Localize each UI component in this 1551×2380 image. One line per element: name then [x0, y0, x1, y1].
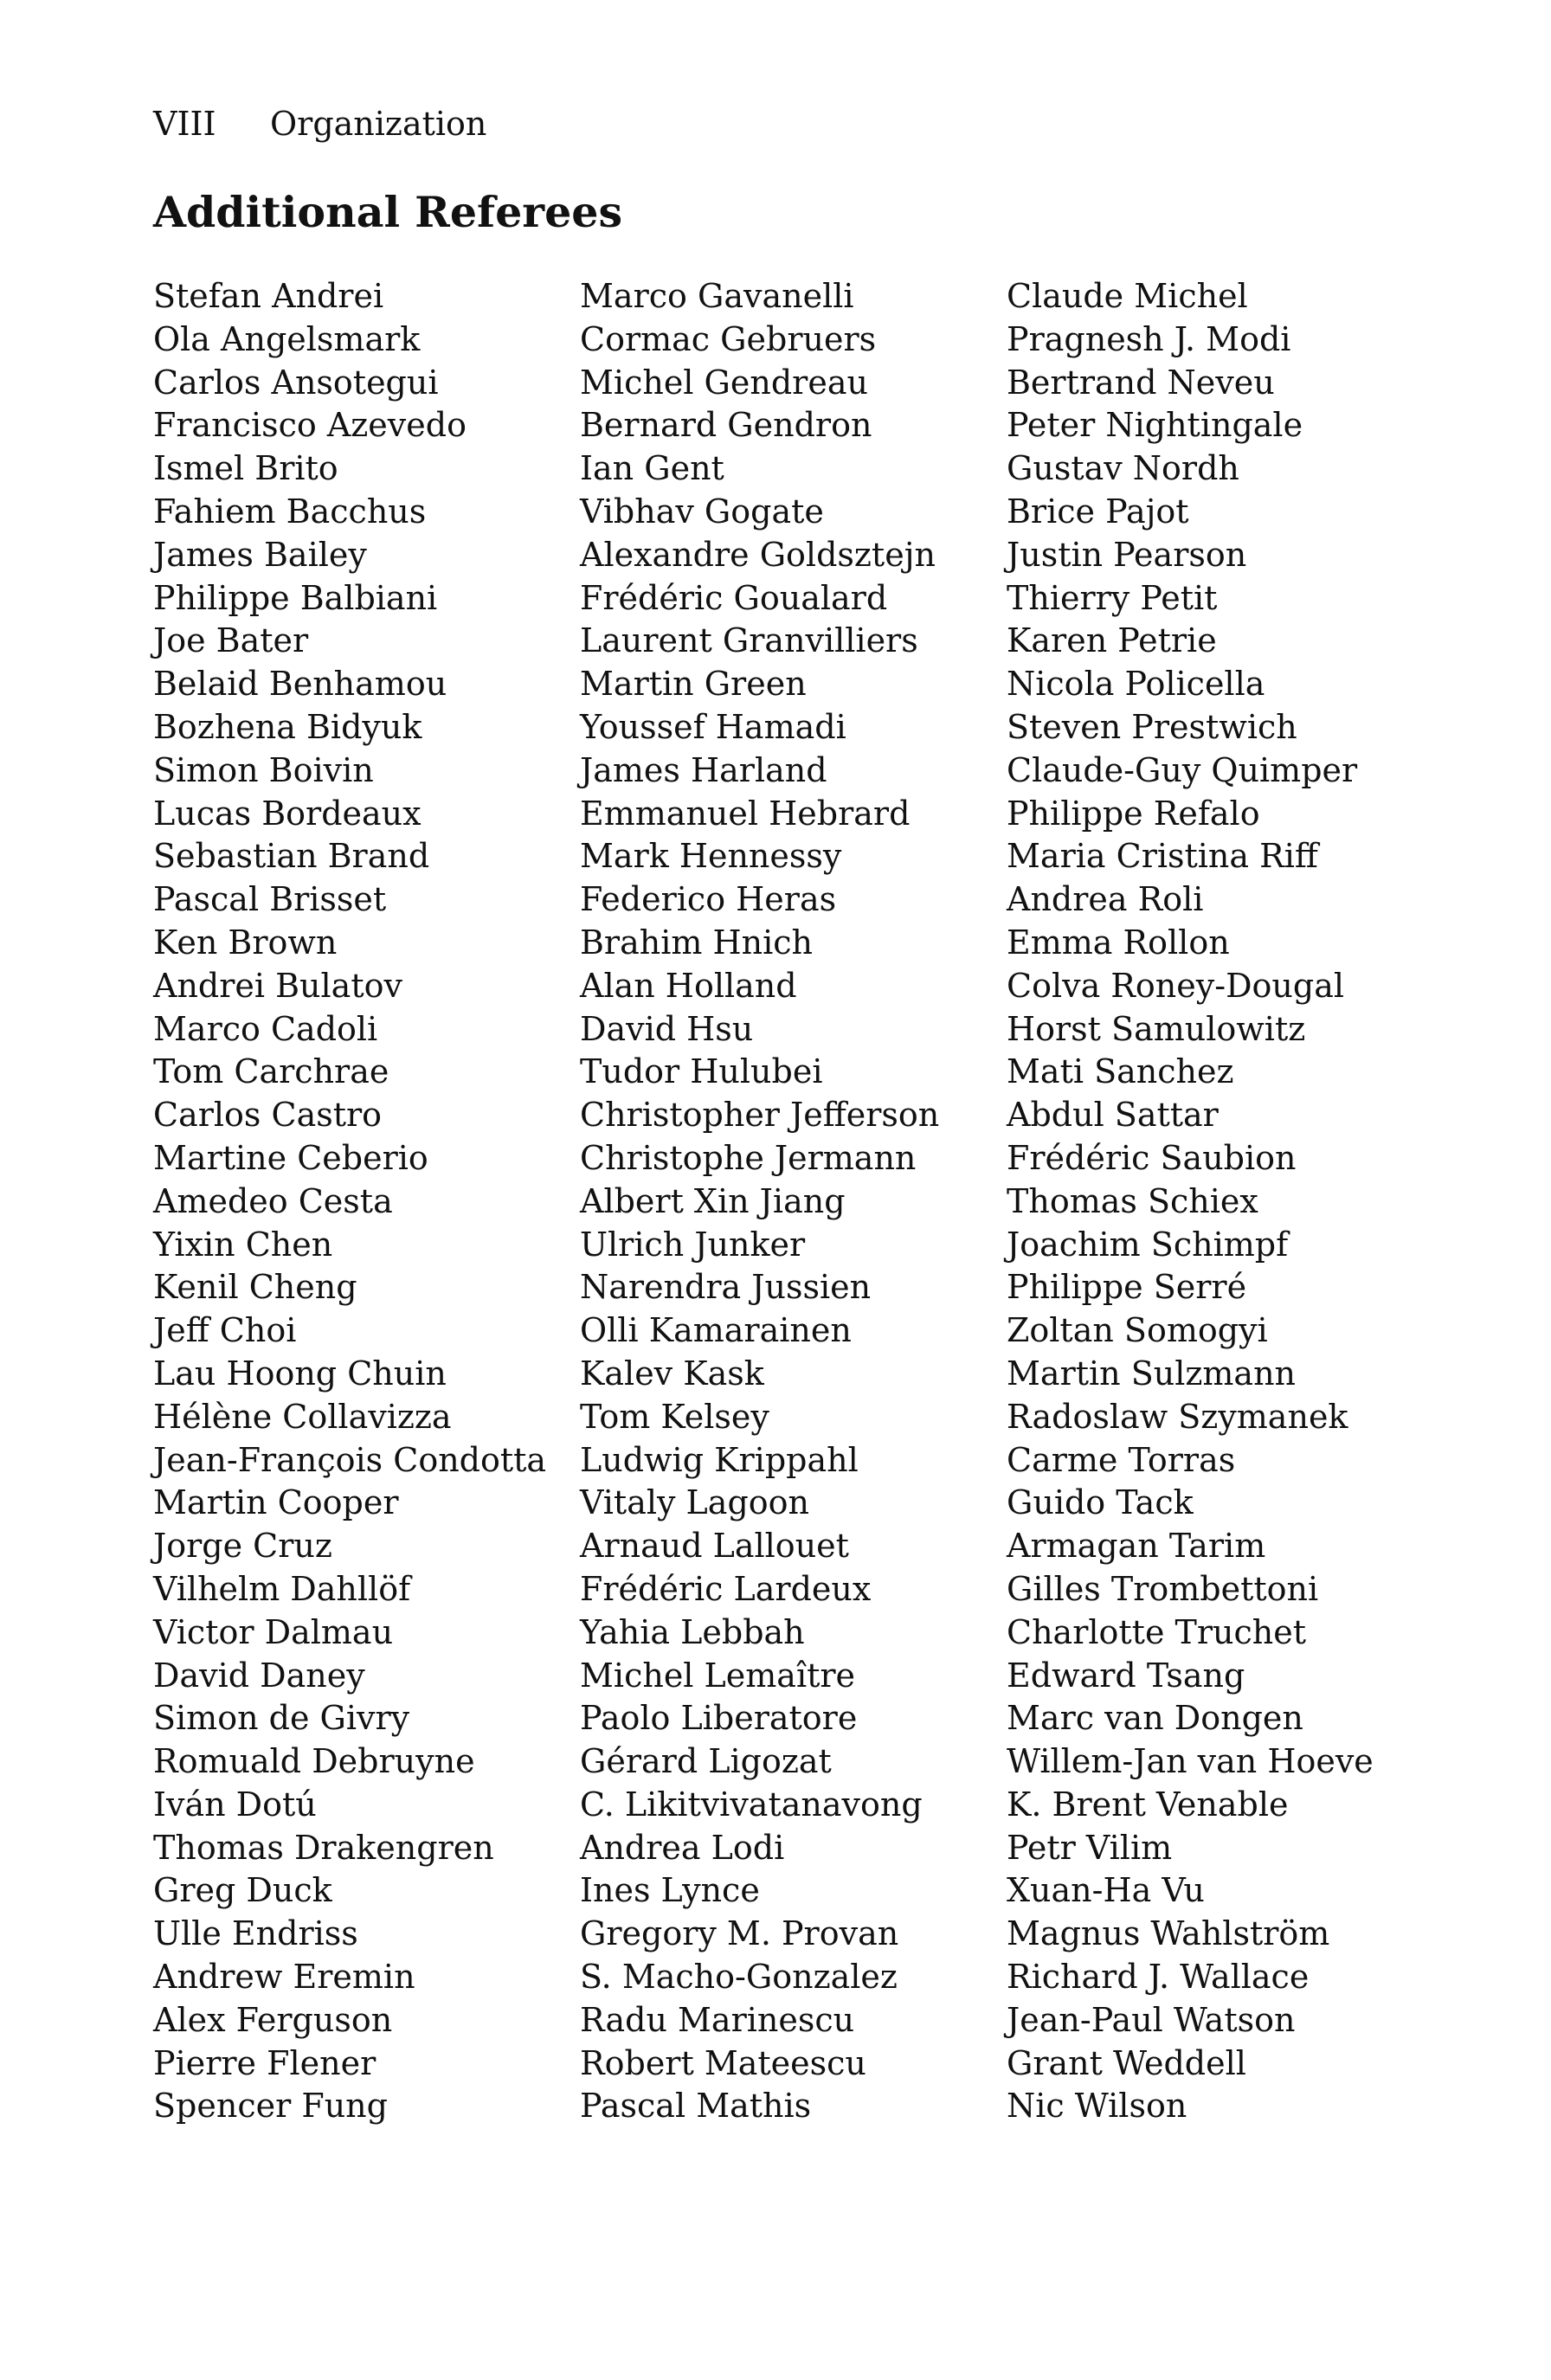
referee-name: Horst Samulowitz	[1007, 1009, 1306, 1048]
referee-name: Marco Cadoli	[153, 1009, 378, 1048]
referee-name: Nicola Policella	[1007, 665, 1265, 704]
referee-name: Philippe Serré	[1007, 1268, 1247, 1307]
referee-name: Bozhena Bidyuk	[153, 707, 422, 746]
referee-name: S. Macho-Gonzalez	[580, 1958, 898, 1997]
referee-name: Kalev Kask	[580, 1354, 764, 1393]
referee-name: Arnaud Lallouet	[580, 1527, 849, 1566]
referee-name: Iván Dotú	[153, 1785, 317, 1824]
referee-name: Kenil Cheng	[153, 1268, 357, 1307]
referee-name: Andrea Lodi	[580, 1828, 785, 1867]
referee-name: Magnus Wahlström	[1007, 1914, 1330, 1953]
referee-name: Jeff Choi	[153, 1311, 297, 1350]
referee-name: Lau Hoong Chuin	[153, 1354, 447, 1393]
referee-name: Hélène Collavizza	[153, 1397, 452, 1436]
referee-name: Armagan Tarim	[1007, 1527, 1266, 1566]
referee-name: Michel Gendreau	[580, 363, 868, 402]
referee-name: Laurent Granvilliers	[580, 621, 918, 660]
referee-name: Radu Marinescu	[580, 2000, 855, 2039]
referee-name: Maria Cristina Riff	[1007, 837, 1318, 876]
referee-name: Thomas Schiex	[1007, 1181, 1258, 1220]
referee-name: Francisco Azevedo	[153, 406, 467, 445]
referee-name: Amedeo Cesta	[153, 1181, 393, 1220]
referee-name: Ulle Endriss	[153, 1914, 358, 1953]
referee-name: Peter Nightingale	[1007, 406, 1303, 445]
referee-name: Abdul Sattar	[1007, 1096, 1219, 1135]
referee-name: Petr Vilim	[1007, 1828, 1173, 1867]
referee-name: Vitaly Lagoon	[580, 1483, 809, 1522]
referee-name: Spencer Fung	[153, 2087, 388, 2126]
referee-name: Andrea Roli	[1007, 880, 1204, 919]
referee-name: Frédéric Lardeux	[580, 1569, 872, 1608]
referee-column-2	[580, 275, 939, 2128]
referee-name: Lucas Bordeaux	[153, 794, 422, 833]
section-title: Additional Referees	[153, 187, 623, 237]
referee-name: Yixin Chen	[153, 1225, 333, 1264]
referee-name: Philippe Refalo	[1007, 794, 1260, 833]
referee-name: Pascal Brisset	[153, 880, 387, 919]
referee-name: Albert Xin Jiang	[580, 1181, 846, 1220]
referee-name: Joe Bater	[153, 621, 309, 660]
referee-name: Brice Pajot	[1007, 492, 1189, 531]
referee-name: Ludwig Krippahl	[580, 1440, 859, 1479]
referee-name: Ola Angelsmark	[153, 319, 421, 358]
referee-name: Christophe Jermann	[580, 1138, 917, 1177]
referee-name: Martin Green	[580, 665, 807, 704]
referee-name: Martin Cooper	[153, 1483, 399, 1522]
referee-name: Ulrich Junker	[580, 1225, 806, 1264]
referee-name: Stefan Andrei	[153, 277, 384, 315]
referee-name: Mati Sanchez	[1007, 1052, 1234, 1091]
referee-name: Olli Kamarainen	[580, 1311, 852, 1350]
referee-name: Gérard Ligozat	[580, 1742, 832, 1781]
referee-name: Xuan-Ha Vu	[1007, 1871, 1205, 1910]
referee-name: Gustav Nordh	[1007, 449, 1239, 488]
running-header	[153, 102, 486, 145]
referee-name: Ismel Brito	[153, 449, 338, 488]
referee-name: Brahim Hnich	[580, 923, 814, 962]
referee-name: Tom Carchrae	[153, 1052, 389, 1091]
referee-name: Willem-Jan van Hoeve	[1007, 1742, 1374, 1781]
referee-name: Pragnesh J. Modi	[1007, 319, 1291, 358]
referee-name: Radoslaw Szymanek	[1007, 1397, 1348, 1436]
referee-column-1	[153, 275, 546, 2128]
referee-name: Zoltan Somogyi	[1007, 1311, 1268, 1350]
referee-name: Pascal Mathis	[580, 2087, 812, 2126]
referee-name: Carlos Castro	[153, 1096, 383, 1135]
referee-name: K. Brent Venable	[1007, 1785, 1289, 1824]
running-title: Organization	[270, 105, 487, 143]
referee-name: Ian Gent	[580, 449, 724, 488]
referee-name: Joachim Schimpf	[1007, 1225, 1289, 1264]
referee-name: Thomas Drakengren	[153, 1828, 494, 1867]
referee-name: Carme Torras	[1007, 1440, 1236, 1479]
referee-name: Cormac Gebruers	[580, 319, 877, 358]
referee-name: Tom Kelsey	[580, 1397, 769, 1436]
referee-name: Marco Gavanelli	[580, 277, 854, 315]
referee-name: Carlos Ansotegui	[153, 363, 439, 402]
referee-name: Tudor Hulubei	[580, 1052, 823, 1091]
referee-name: Charlotte Truchet	[1007, 1612, 1307, 1651]
referee-name: Guido Tack	[1007, 1483, 1194, 1522]
referee-name: Narendra Jussien	[580, 1268, 872, 1307]
referee-name: Philippe Balbiani	[153, 578, 438, 617]
referee-name: Paolo Liberatore	[580, 1699, 858, 1738]
referee-name: Alex Ferguson	[153, 2000, 393, 2039]
referee-name: Bertrand Neveu	[1007, 363, 1275, 402]
referee-name: Romuald Debruyne	[153, 1742, 475, 1781]
referee-name: Karen Petrie	[1007, 621, 1217, 660]
referee-name: Jean-Paul Watson	[1007, 2000, 1296, 2039]
referee-columns	[153, 275, 1400, 2127]
referee-name: Youssef Hamadi	[580, 707, 846, 746]
referee-name: Victor Dalmau	[153, 1612, 394, 1651]
referee-name: Claude-Guy Quimper	[1007, 750, 1358, 789]
referee-name: Jean-François Condotta	[153, 1440, 547, 1479]
referee-name: Emma Rollon	[1007, 923, 1230, 962]
referee-name: David Hsu	[580, 1009, 754, 1048]
referee-name: Marc van Dongen	[1007, 1699, 1303, 1738]
referee-name: Robert Mateescu	[580, 2043, 866, 2082]
referee-name: Yahia Lebbah	[580, 1612, 805, 1651]
page-number: VIII	[153, 105, 216, 143]
referee-name: Federico Heras	[580, 880, 837, 919]
referee-name: Pierre Flener	[153, 2043, 376, 2082]
referee-column-3	[1007, 275, 1374, 2128]
referee-name: Belaid Benhamou	[153, 665, 447, 704]
referee-name: Andrew Eremin	[153, 1958, 415, 1997]
referee-name: Claude Michel	[1007, 277, 1248, 315]
referee-name: James Bailey	[153, 535, 367, 574]
referee-name: Emmanuel Hebrard	[580, 794, 911, 833]
referee-name: C. Likitvivatanavong	[580, 1785, 923, 1824]
referee-name: Martin Sulzmann	[1007, 1354, 1297, 1393]
referee-name: Gilles Trombettoni	[1007, 1569, 1319, 1608]
referee-name: Justin Pearson	[1007, 535, 1247, 574]
referee-name: Vilhelm Dahllöf	[153, 1569, 411, 1608]
referee-name: James Harland	[580, 750, 827, 789]
referee-name: Steven Prestwich	[1007, 707, 1297, 746]
referee-name: Frédéric Goualard	[580, 578, 888, 617]
referee-name: Colva Roney-Dougal	[1007, 966, 1345, 1005]
referee-name: Bernard Gendron	[580, 406, 872, 445]
referee-name: Alan Holland	[580, 966, 797, 1005]
referee-name: Gregory M. Provan	[580, 1914, 899, 1953]
referee-name: Richard J. Wallace	[1007, 1958, 1310, 1997]
referee-name: Alexandre Goldsztejn	[580, 535, 936, 574]
referee-name: Grant Weddell	[1007, 2043, 1246, 2082]
referee-name: Edward Tsang	[1007, 1656, 1245, 1695]
referee-name: Ken Brown	[153, 923, 338, 962]
referee-name: Christopher Jefferson	[580, 1096, 940, 1135]
referee-name: Martine Ceberio	[153, 1138, 428, 1177]
referee-name: Nic Wilson	[1007, 2087, 1187, 2126]
referee-name: Vibhav Gogate	[580, 492, 824, 531]
referee-name: Frédéric Saubion	[1007, 1138, 1297, 1177]
referee-name: Ines Lynce	[580, 1871, 760, 1910]
referee-name: Simon Boivin	[153, 750, 374, 789]
referee-name: Michel Lemaître	[580, 1656, 856, 1695]
referee-name: David Daney	[153, 1656, 365, 1695]
referee-name: Andrei Bulatov	[153, 966, 402, 1005]
referee-name: Sebastian Brand	[153, 837, 430, 876]
referee-name: Thierry Petit	[1007, 578, 1218, 617]
referee-name: Simon de Givry	[153, 1699, 410, 1738]
referee-name: Fahiem Bacchus	[153, 492, 427, 531]
referee-name: Mark Hennessy	[580, 837, 842, 876]
referee-name: Jorge Cruz	[153, 1527, 332, 1566]
referee-name: Greg Duck	[153, 1871, 332, 1910]
